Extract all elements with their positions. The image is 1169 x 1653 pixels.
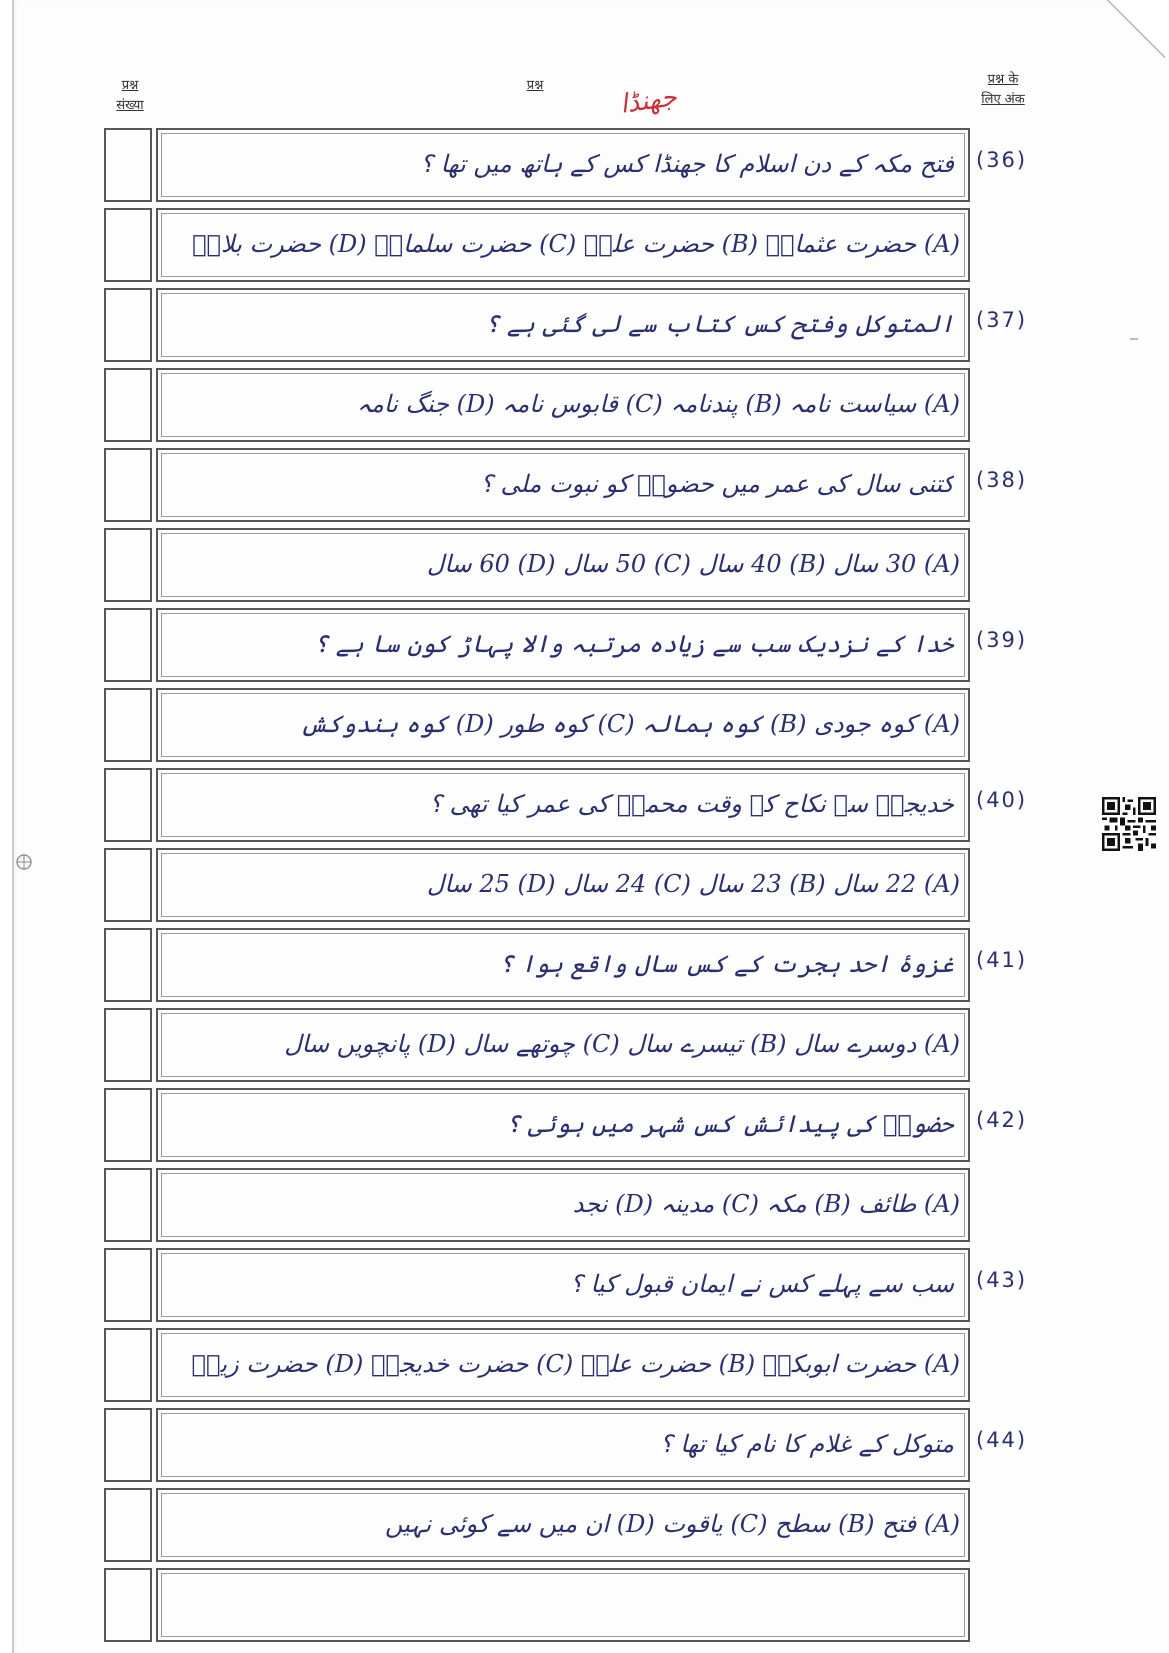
question-text: فتح مکہ کے دن اسلام کا جھنڈا کس کے ہاتھ میں تھا ؟ [420, 150, 954, 178]
cell-inner-border [161, 1573, 965, 1637]
red-correction-annotation: جھنڈا [618, 82, 679, 120]
question-text: غزوۂ احد ہجرت کے کس سال واقع ہوا ؟ [499, 950, 954, 978]
answer-options-text: (A) 22 سال (B) 23 سال (C) 24 سال (D) 25 سال [426, 870, 960, 898]
marks-cell [104, 288, 152, 362]
question-number: (40) [976, 788, 1028, 812]
question-cell [156, 128, 970, 202]
options-row [104, 368, 970, 448]
options-row [104, 1008, 970, 1088]
header-question-number: प्रश्न संख्या [116, 78, 144, 113]
question-cell [156, 448, 970, 522]
options-row [104, 1328, 970, 1408]
marks-cell [104, 768, 152, 842]
marks-cell [104, 688, 152, 762]
question-cell [156, 208, 970, 282]
question-cell [156, 768, 970, 842]
marks-cell [104, 1488, 152, 1562]
question-cell [156, 288, 970, 362]
question-text: خدا کے نزدیک سب سے زیادہ مرتبہ والا پہاڑ کون سا ہے ؟ [314, 630, 954, 658]
options-row [104, 848, 970, 928]
marks-cell [104, 368, 152, 442]
header-question: प्रश्न [526, 78, 544, 93]
question-number: (44) [976, 1428, 1028, 1452]
marks-cell [104, 528, 152, 602]
answer-options-text: (A) 30 سال (B) 40 سال (C) 50 سال (D) 60 سال [426, 550, 960, 578]
marks-cell [104, 1008, 152, 1082]
answer-options-text: (A) حضرت عثمانؓ (B) حضرت علیؓ (C) حضرت سلمانؓ (D) حضرت بلالؓ [192, 230, 960, 258]
answer-options-text: (A) سیاست نامہ (B) پندنامہ (C) قابوس نامہ (D) جنگ نامہ [356, 390, 960, 418]
question-text: خدیجہؓ سے نکاح کے وقت محمدؐ کی عمر کیا تھی ؟ [429, 790, 954, 818]
question-row [104, 128, 1028, 208]
question-cell [156, 1488, 970, 1562]
marks-cell [104, 208, 152, 282]
question-row [104, 448, 1028, 528]
question-row [104, 288, 1028, 368]
qr-code-icon [1102, 797, 1156, 851]
answer-options-text: (A) طائف (B) مکہ (C) مدینہ (D) نجد [572, 1190, 960, 1218]
question-text: کتنی سال کی عمر میں حضورؐ کو نبوت ملی ؟ [480, 470, 954, 498]
question-row [104, 608, 1028, 688]
options-row [104, 528, 970, 608]
question-cell [156, 528, 970, 602]
marks-cell [104, 848, 152, 922]
question-cell [156, 1408, 970, 1482]
question-row [104, 928, 1028, 1008]
question-cell [156, 1568, 970, 1642]
marks-cell [104, 1408, 152, 1482]
marks-cell [104, 128, 152, 202]
marks-cell [104, 1088, 152, 1162]
question-number: (38) [976, 468, 1028, 492]
question-cell [156, 1008, 970, 1082]
blank-row [104, 1568, 970, 1648]
question-row [104, 1408, 1028, 1488]
question-text: سب سے پہلے کس نے ایمان قبول کیا ؟ [570, 1270, 954, 1298]
header-marks: प्रश्न के लिए अंक [981, 72, 1025, 107]
marks-cell [104, 1168, 152, 1242]
question-cell [156, 1088, 970, 1162]
question-number: (41) [976, 948, 1028, 972]
marks-cell [104, 448, 152, 522]
question-number: (43) [976, 1268, 1028, 1292]
registration-mark-icon [14, 851, 34, 873]
options-row [104, 688, 970, 768]
question-cell [156, 1248, 970, 1322]
marks-cell [104, 928, 152, 1002]
question-cell [156, 368, 970, 442]
question-row [104, 1088, 1028, 1168]
question-text: حضورؐ کی پیدائش کس شہر میں ہوئی ؟ [506, 1110, 954, 1138]
question-cell [156, 688, 970, 762]
question-number: (42) [976, 1108, 1028, 1132]
marks-cell [104, 1328, 152, 1402]
question-number: (36) [976, 148, 1028, 172]
marks-cell [104, 608, 152, 682]
question-cell [156, 1168, 970, 1242]
answer-options-text: (A) حضرت ابوبکرؓ (B) حضرت علیؓ (C) حضرت خدیجہؓ (D) حضرت زیدؓ [191, 1350, 960, 1378]
question-row [104, 768, 1028, 848]
options-row [104, 1168, 970, 1248]
answer-options-text: (A) کوہ جودی (B) کوہ ہمالہ (C) کوہ طور (D) کوہ ہندوکش [299, 710, 960, 738]
question-table [104, 128, 1028, 1648]
marks-cell [104, 1568, 152, 1642]
answer-options-text: (A) فتح (B) سطح (C) یاقوت (D) ان میں سے کوئی نہیں [384, 1510, 960, 1538]
answer-options-text: (A) دوسرے سال (B) تیسرے سال (C) چوتھے سال (D) پانچویں سال [284, 1030, 960, 1058]
question-number: (39) [976, 628, 1028, 652]
question-cell [156, 608, 970, 682]
question-text: المتوکل وفتح کس کتاب سے لی گئی ہے ؟ [485, 310, 954, 338]
question-text: متوکل کے غلام کا نام کیا تھا ؟ [659, 1430, 954, 1458]
question-cell [156, 1328, 970, 1402]
question-cell [156, 928, 970, 1002]
question-cell [156, 848, 970, 922]
stray-mark [1130, 338, 1138, 340]
options-row [104, 1488, 970, 1568]
options-row [104, 208, 970, 288]
question-row [104, 1248, 1028, 1328]
marks-cell [104, 1248, 152, 1322]
question-number: (37) [976, 308, 1028, 332]
